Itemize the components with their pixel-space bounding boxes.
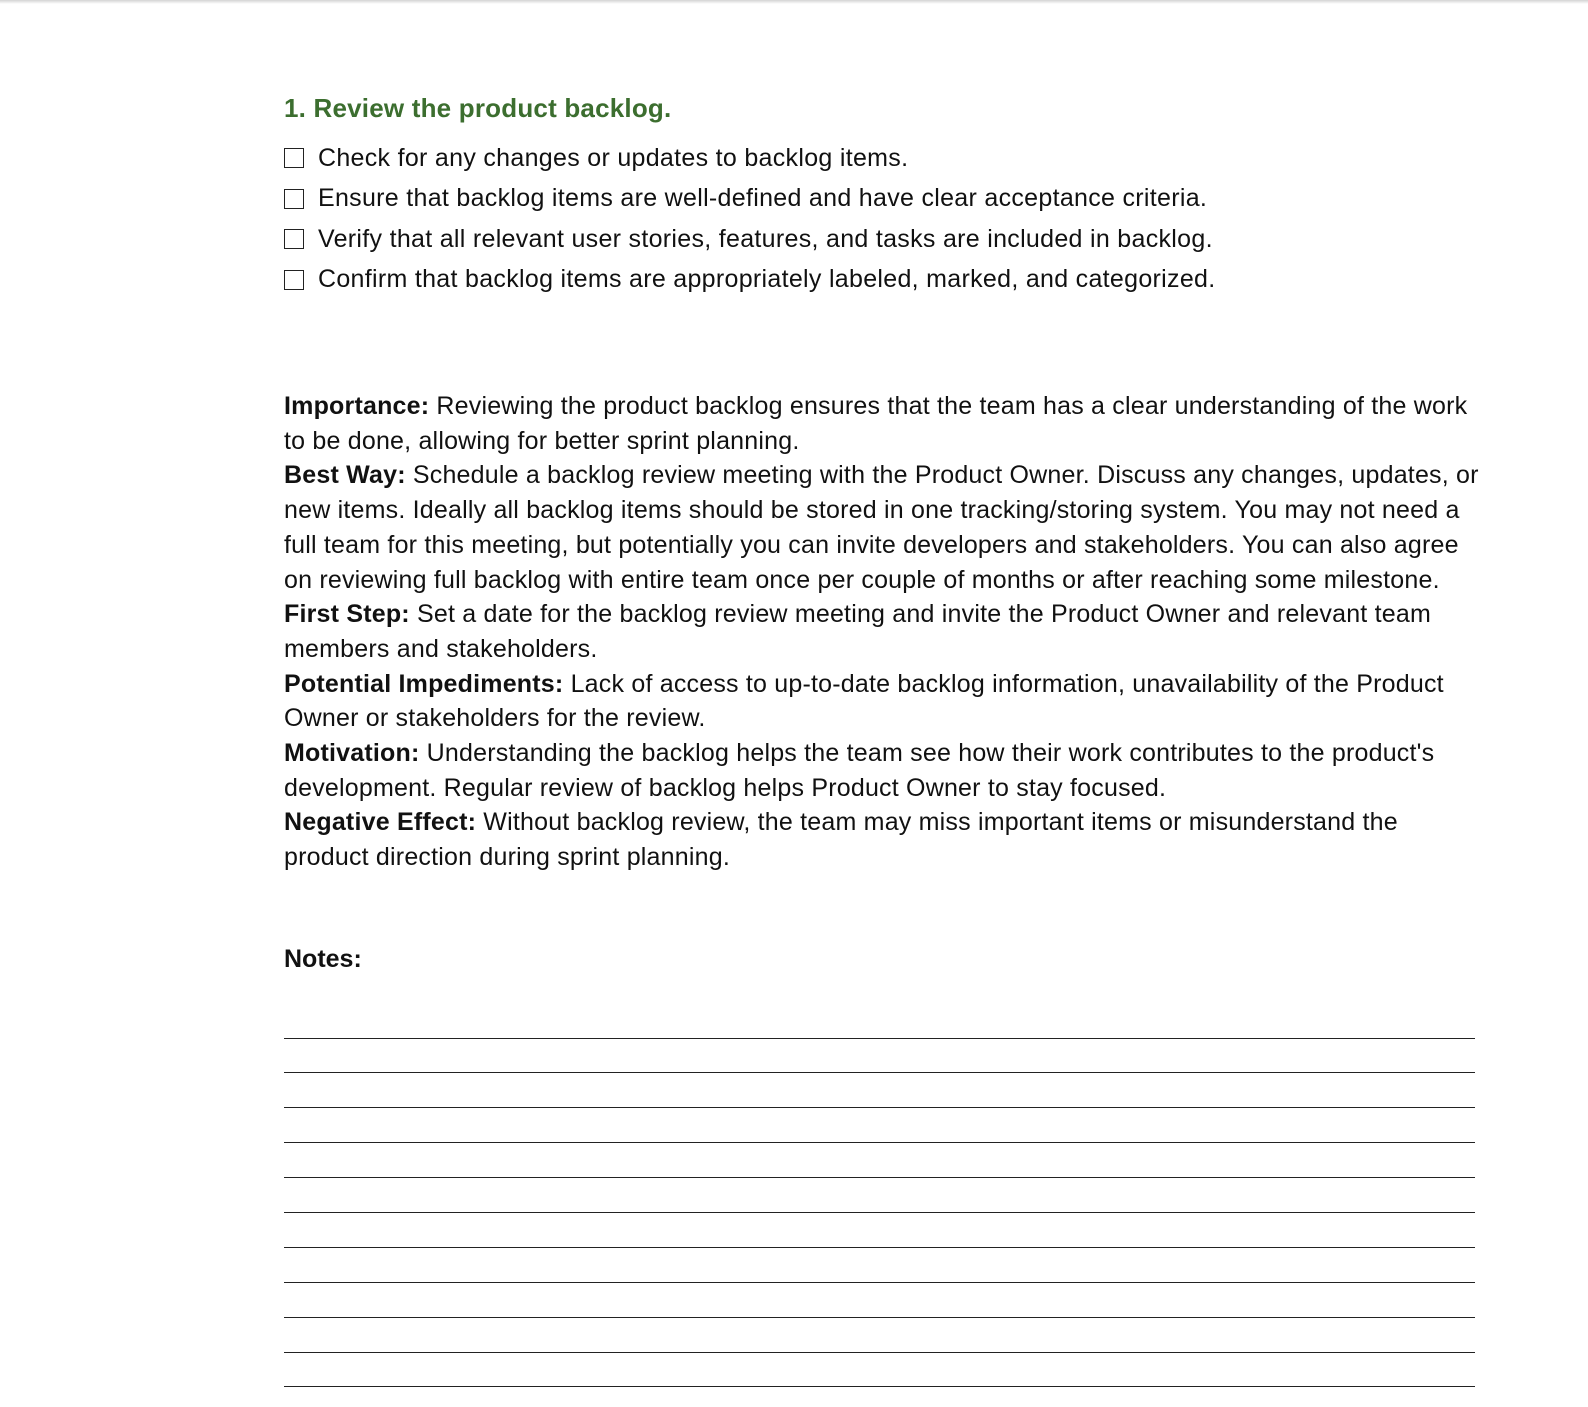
notes-lines[interactable] <box>284 1005 1475 1407</box>
importance-paragraph <box>284 389 1484 458</box>
note-line[interactable] <box>284 1354 1475 1388</box>
checklist-item[interactable] <box>284 260 1484 301</box>
section-heading: 1. Review the product backlog. <box>284 93 672 123</box>
checklist-item[interactable] <box>284 179 1484 220</box>
negative-effect-paragraph <box>284 805 1484 874</box>
checkbox-icon[interactable] <box>284 229 304 249</box>
negative-effect-text: Without backlog review, the team may miss important items or misunderstand the product direction during sprint planning. <box>284 808 1398 872</box>
motivation-paragraph <box>284 736 1484 805</box>
document-page <box>284 86 1484 973</box>
note-line[interactable] <box>284 1319 1475 1353</box>
note-line[interactable] <box>284 1145 1475 1179</box>
checklist-item-label: Verify that all relevant user stories, features, and tasks are included in backlog. <box>318 224 1213 253</box>
first-step-paragraph <box>284 597 1484 666</box>
impediments-label: Potential Impediments: <box>284 669 564 698</box>
best-way-label: Best Way: <box>284 461 406 490</box>
first-step-text: Set a date for the backlog review meeting and invite the Product Owner and relevant team members and stakeholders. <box>284 600 1431 663</box>
checkbox-icon[interactable] <box>284 270 304 290</box>
checklist-item-label: Confirm that backlog items are appropriately labeled, marked, and categorized. <box>318 265 1216 294</box>
checklist <box>284 138 1484 300</box>
checkbox-icon[interactable] <box>284 148 304 168</box>
note-line[interactable] <box>284 1040 1475 1074</box>
page-top-edge <box>0 0 1588 4</box>
best-way-paragraph <box>284 458 1484 597</box>
note-line[interactable] <box>284 1284 1475 1318</box>
notes-title: Notes: <box>284 945 362 973</box>
motivation-label: Motivation: <box>284 739 420 768</box>
note-line[interactable] <box>284 1075 1475 1109</box>
note-line[interactable] <box>284 1214 1475 1248</box>
best-way-text: Schedule a backlog review meeting with the Product Owner. Discuss any changes, updates, or new items. Ideally all backlog items should be stored in one tracking/storing system. You may not need a full team for this meeting, but potentially you can invite developers and stakeholders. You can also agree on reviewing full backlog with entire team once per couple of months or after reaching some milestone. <box>284 461 1479 594</box>
motivation-text: Understanding the backlog helps the team see how their work contributes to the product's development. Regular review of backlog helps Product Owner to stay focused. <box>284 739 1435 802</box>
note-line[interactable] <box>284 1179 1475 1213</box>
checklist-item[interactable] <box>284 219 1484 260</box>
checklist-item-label: Check for any changes or updates to backlog items. <box>318 143 909 172</box>
importance-label: Importance: <box>284 392 430 420</box>
checklist-item-label: Ensure that backlog items are well-defined and have clear acceptance criteria. <box>318 184 1208 213</box>
impediments-text: Lack of access to up-to-date backlog information, unavailability of the Product Owner or stakeholders for the review. <box>284 669 1444 733</box>
note-line[interactable] <box>284 1110 1475 1144</box>
checklist-item[interactable] <box>284 138 1484 179</box>
negative-effect-label: Negative Effect: <box>284 808 477 837</box>
note-line[interactable] <box>284 1249 1475 1283</box>
importance-text: Reviewing the product backlog ensures that the team has a clear understanding of the work to be done, allowing for better sprint planning. <box>284 392 1468 455</box>
note-line[interactable] <box>284 1389 1475 1407</box>
guidance-sections <box>284 389 1484 875</box>
impediments-paragraph <box>284 667 1484 736</box>
checkbox-icon[interactable] <box>284 189 304 209</box>
first-step-label: First Step: <box>284 600 410 629</box>
note-line[interactable] <box>284 1005 1475 1039</box>
